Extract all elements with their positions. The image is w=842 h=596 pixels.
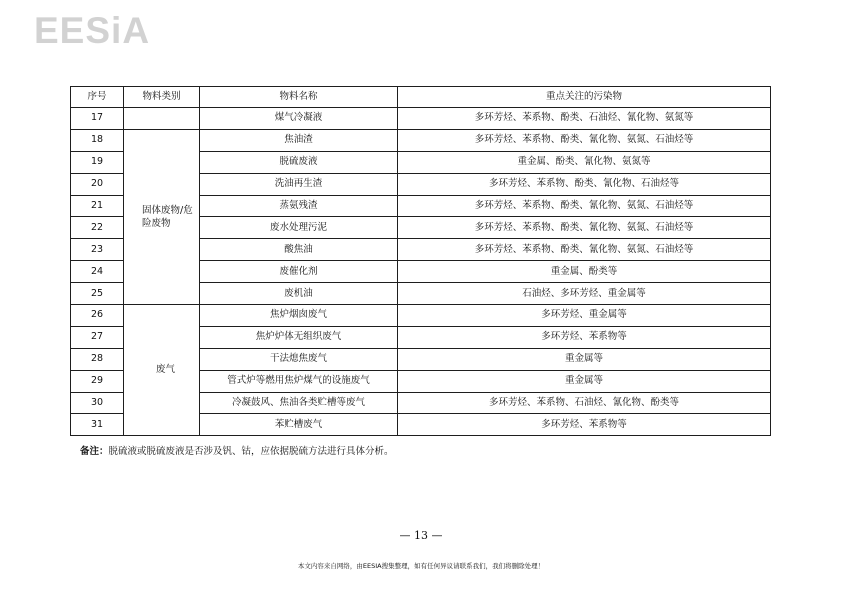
row-material-name: 废催化剂 [200,261,398,283]
row-pollutants: 多环芳烃、苯系物、酚类、氰化物、石油烃等 [398,173,771,195]
row-material-name: 脱硫废液 [200,151,398,173]
page-number: — 13 — [399,529,443,542]
row-material-name: 管式炉等燃用焦炉煤气的设施废气 [200,370,398,392]
row-pollutants: 重金属等 [398,348,771,370]
note-text: 脱硫液或脱硫废液是否涉及钒、钴，应依据脱硫方法进行具体分析。 [108,446,394,457]
row-index: 25 [71,283,124,305]
row-index: 19 [71,151,124,173]
row-material-name: 苯贮槽废气 [200,414,398,436]
row-pollutants: 重金属、酚类等 [398,261,771,283]
row-index: 31 [71,414,124,436]
row-category [124,129,200,304]
row-index: 30 [71,392,124,414]
row-material-name: 煤气冷凝液 [200,108,398,130]
row-pollutants: 重金属等 [398,370,771,392]
row-category [124,305,200,436]
row-index: 18 [71,129,124,151]
table-note [80,443,394,457]
row-pollutants: 多环芳烃、苯系物、酚类、氰化物、氨氮、石油烃等 [398,239,771,261]
footer-disclaimer: 本文内容来自网络，由EESIA搜集整理，如有任何异议请联系我们，我们将删除处理！ [297,562,545,570]
row-index: 21 [71,195,124,217]
row-index: 17 [71,108,124,130]
row-material-name: 冷凝鼓风、焦油各类贮槽等废气 [200,392,398,414]
row-index: 22 [71,217,124,239]
row-material-name: 酸焦油 [200,239,398,261]
table-row [71,129,771,151]
row-pollutants: 多环芳烃、苯系物、酚类、石油烃、氰化物、氨氮等 [398,108,771,130]
category-solid-waste: 固体废物/危险废物 [142,204,193,229]
row-index: 26 [71,305,124,327]
row-material-name: 焦炉炉体无组织废气 [200,326,398,348]
row-pollutants: 多环芳烃、苯系物等 [398,326,771,348]
row-material-name: 焦油渣 [200,129,398,151]
header-category: 物料类别 [124,87,200,108]
row-material-name: 焦炉烟囱废气 [200,305,398,327]
eesia-logo: EESiA [34,10,151,51]
row-pollutants: 多环芳烃、苯系物、石油烃、氰化物、酚类等 [398,392,771,414]
row-index: 29 [71,370,124,392]
header-pollutants: 重点关注的污染物 [398,87,771,108]
category-waste-gas: 废气 [156,364,176,376]
table-header-row [71,87,771,108]
row-material-name: 废水处理污泥 [200,217,398,239]
header-index: 序号 [71,87,124,108]
row-material-name: 蒸氨残渣 [200,195,398,217]
pollutant-table [70,86,771,436]
row-index: 28 [71,348,124,370]
row-index: 23 [71,239,124,261]
row-material-name: 洗油再生渣 [200,173,398,195]
table-row [71,305,771,327]
header-material-name: 物料名称 [200,87,398,108]
row-category [124,108,200,130]
row-material-name: 废机油 [200,283,398,305]
row-pollutants: 多环芳烃、苯系物、酚类、氰化物、氨氮、石油烃等 [398,195,771,217]
row-pollutants: 重金属、酚类、氰化物、氨氮等 [398,151,771,173]
row-material-name: 干法熄焦废气 [200,348,398,370]
row-index: 27 [71,326,124,348]
row-pollutants: 多环芳烃、苯系物、酚类、氰化物、氨氮、石油烃等 [398,217,771,239]
note-label: 备注： [80,446,109,457]
row-pollutants: 多环芳烃、苯系物、酚类、氰化物、氨氮、石油烃等 [398,129,771,151]
row-index: 20 [71,173,124,195]
row-pollutants: 石油烃、多环芳烃、重金属等 [398,283,771,305]
row-index: 24 [71,261,124,283]
row-pollutants: 多环芳烃、重金属等 [398,305,771,327]
row-pollutants: 多环芳烃、苯系物等 [398,414,771,436]
table-row [71,108,771,130]
